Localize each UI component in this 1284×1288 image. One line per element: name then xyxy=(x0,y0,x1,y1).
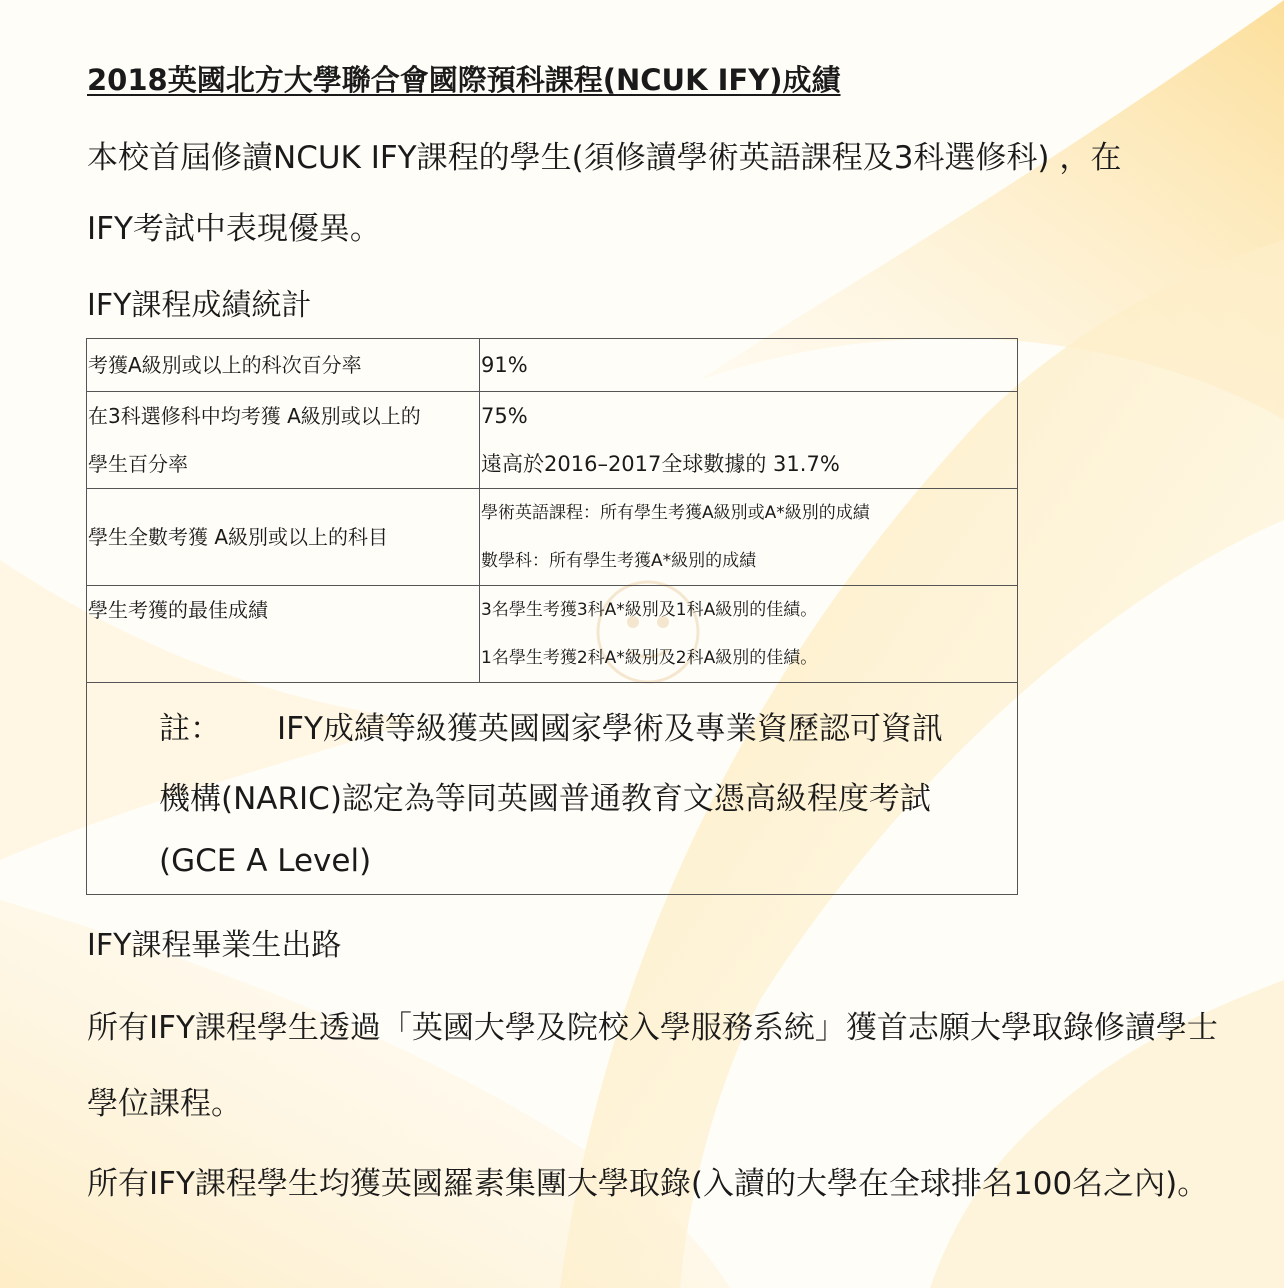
intro-line-1: 本校首屆修讀NCUK IFY課程的學生(須修讀學術英語課程及3科選修科) ，在 xyxy=(87,140,1122,176)
row-label-text: 在3科選修科中均考獲 A級別或以上的 xyxy=(88,404,421,428)
table-note-row xyxy=(87,683,1018,895)
row-label-text: 考獲A級別或以上的科次百分率 xyxy=(88,353,362,377)
row-value xyxy=(480,392,1018,489)
intro-line-2: IFY考試中表現優異。 xyxy=(87,211,381,247)
row-label xyxy=(87,489,480,586)
table-row xyxy=(87,586,1018,683)
graduates-line-2: 學位課程。 xyxy=(87,1086,242,1122)
row-label xyxy=(87,392,480,489)
stats-table xyxy=(86,338,1018,895)
graduates-line-1: 所有IFY課程學生透過「英國大學及院校入學服務系統」獲首志願大學取錄修讀學士 xyxy=(87,1010,1218,1046)
note-line-3: (GCE A Level) xyxy=(159,843,372,879)
row-label-text: 學生全數考獲 A級別或以上的科目 xyxy=(88,525,389,549)
note-cell xyxy=(87,683,1018,895)
graduates-line-3: 所有IFY課程學生均獲英國羅素集團大學取錄(入讀的大學在全球排名100名之內)。 xyxy=(87,1166,1209,1202)
table-row xyxy=(87,392,1018,489)
row-label xyxy=(87,339,480,392)
stats-heading: IFY課程成績統計 xyxy=(87,288,312,323)
row-label-text: 學生考獲的最佳成績 xyxy=(88,598,268,622)
note-label: 註： xyxy=(159,711,221,747)
note-text-1: IFY成績等級獲英國國家學術及專業資歷認可資訊 xyxy=(277,711,943,747)
row-value-text: 遠高於2016–2017全球數據的 31.7% xyxy=(481,452,840,476)
row-label-text: 學生百分率 xyxy=(88,452,188,476)
row-value xyxy=(480,586,1018,683)
row-value xyxy=(480,339,1018,392)
row-value-text: 學術英語課程：所有學生考獲A級別或A*級別的成績 xyxy=(481,503,870,523)
row-value-text: 3名學生考獲3科A*級別及1科A級別的佳績。 xyxy=(481,600,818,620)
row-value-text: 75% xyxy=(481,404,528,428)
row-value-text: 91% xyxy=(481,353,528,377)
row-label xyxy=(87,586,480,683)
graduates-heading: IFY課程畢業生出路 xyxy=(87,928,342,963)
table-row xyxy=(87,489,1018,586)
page-title: 2018英國北方大學聯合會國際預科課程(NCUK IFY)成績 xyxy=(87,63,841,97)
row-value-text: 1名學生考獲2科A*級別及2科A級別的佳績。 xyxy=(481,648,818,668)
table-row xyxy=(87,339,1018,392)
row-value-text: 數學科：所有學生考獲A*級別的成績 xyxy=(481,551,757,571)
row-value xyxy=(480,489,1018,586)
note-block xyxy=(87,683,1017,894)
note-line-2: 機構(NARIC)認定為等同英國普通教育文憑高級程度考試 xyxy=(159,781,931,817)
note-line-1 xyxy=(159,703,943,748)
